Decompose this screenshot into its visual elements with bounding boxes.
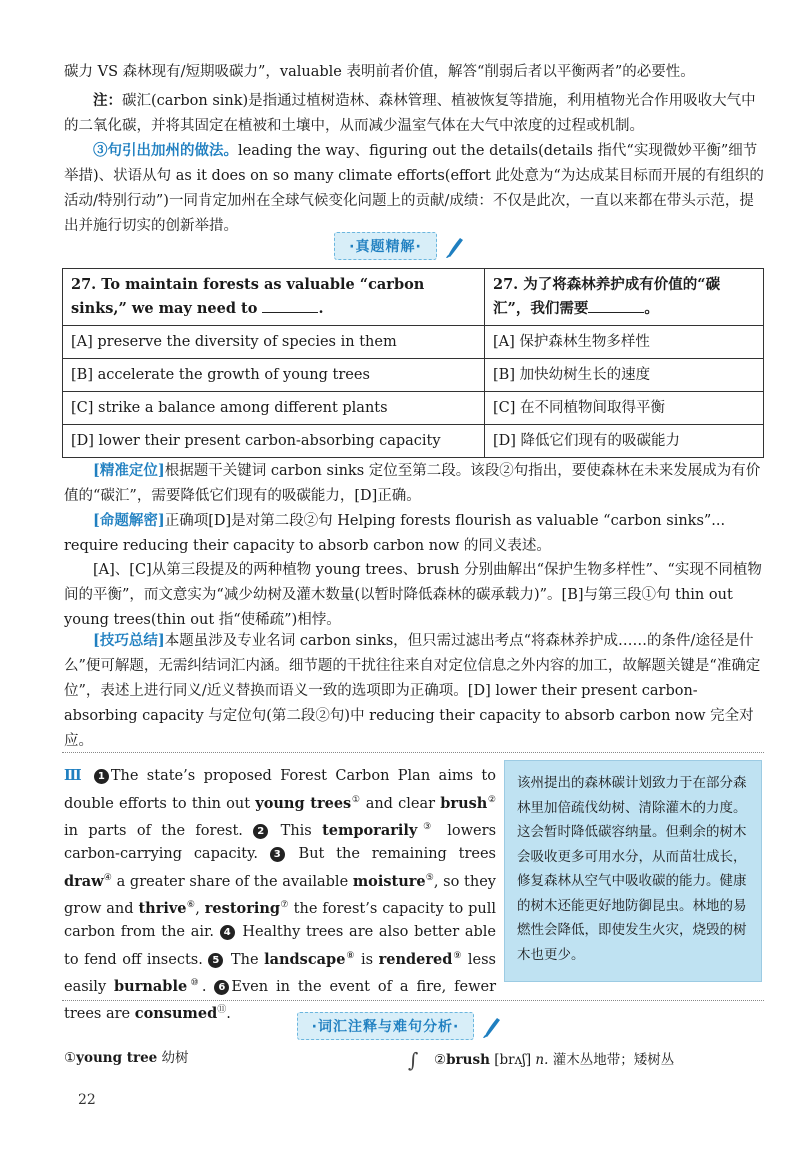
option-row [63, 425, 764, 458]
tips-paragraph [64, 628, 764, 754]
fold-mark-icon: ∫ [408, 1048, 419, 1072]
sentence-number: 5 [208, 953, 223, 968]
page-number: 22 [78, 1092, 96, 1108]
vocab-word: rendered [378, 950, 453, 968]
question-table [62, 268, 764, 458]
vocab-word: restoring [204, 899, 281, 917]
section-roman: Ⅲ [64, 767, 86, 784]
banner-vocab-analysis-box [297, 1012, 475, 1040]
note-paragraph [64, 88, 764, 139]
option-row [63, 392, 764, 425]
banner-exam-explanation-box [334, 232, 437, 260]
banner-exam-explanation [0, 232, 800, 260]
vocab-word: moisture [352, 872, 426, 890]
option-b-en: [B] accelerate the growth of young trees [63, 359, 485, 392]
option-row [63, 326, 764, 359]
brush-icon [481, 1015, 503, 1039]
note-text: 碳汇(carbon sink)是指通过植树造林、森林管理、植被恢复等措施，利用植物光合作用吸收大气中的二氧化碳，并将其固定在植被和土壤中，从而减少温室气体在大气中浓度的过程或机制。 [64, 93, 756, 134]
question-stem-zh: 27. 为了将森林养护成有价值的“碳汇”，我们需要 。 [485, 269, 764, 326]
wrong-options-paragraph: [A]、[C]从第三段提及的两种植物 young trees、brush 分别曲解出“保护生物多样性”、“实现不同植物间的平衡”，而文意实为“减少幼树及灌木数量(以暂时降低森林的碳承载力)”。[B]与第三段①句 thin out young trees(thin out 指“使稀疏”)相悖。 [64, 562, 762, 628]
note-label: 注： [93, 92, 122, 109]
vocab-word: brush [440, 794, 488, 812]
secret-paragraph [64, 508, 764, 559]
brush-icon [444, 235, 466, 259]
divider [62, 752, 764, 753]
banner-exam-explanation-text: ·真题精解· [349, 239, 422, 255]
option-a-en: [A] preserve the diversity of species in them [63, 326, 485, 359]
secret-text: 正确项[D]是对第二段②句 Helping forests flourish as valuable “carbon sinks”... require reducing their capacity to absorb carbon now 的同义表述。 [64, 513, 726, 554]
answer-blank-en [262, 298, 318, 313]
option-a-zh: [A] 保护森林生物多样性 [485, 326, 764, 359]
tips-text: 本题虽涉及专业名词 carbon sinks，但只需过滤出考点“将森林养护成……的条件/途径是什么”便可解题，无需纠结词汇内涵。细节题的干扰往往来自对定位信息之外内容的加工，故解题关键是“准确定位”，表述上进行同义/近义替换而语义一致的选项即为正确项。[D] lower their present carbon-absorbing capacity 与定位句(第二段②句)中 reducing their capacity to absorb carbon now 完全对应。 [64, 633, 761, 749]
sentence-number: 2 [253, 824, 268, 839]
vocab-word: temporarily [322, 821, 418, 839]
locate-paragraph [64, 458, 764, 509]
banner-vocab-analysis [0, 1012, 800, 1040]
vocab-word: young trees [255, 794, 352, 812]
banner-vocab-analysis-text: ·词汇注释与难句分析· [311, 1019, 460, 1035]
option-b-zh: [B] 加快幼树生长的速度 [485, 359, 764, 392]
vocab-word: draw [64, 872, 104, 890]
vocab-entry-1: ①young tree 幼树 [64, 1050, 189, 1066]
translation-box: 该州提出的森林碳计划致力于在部分森林里加倍疏伐幼树、清除灌木的力度。这会暂时降低碳容纳量。但剩余的树木会吸收更多可用水分，从而苗壮成长，修复森林从空气中吸收碳的能力。健康的树木还能更好地防御昆虫。林地的易燃性会降低，即使发生火灾，烧毁的树木也更少。 [504, 760, 762, 982]
question-stem-row [63, 269, 764, 326]
para-intro-end: 碳力 VS 森林现有/短期吸碳力”，valuable 表明前者价值，解答“削弱后者以平衡两者”的必要性。 [64, 64, 695, 80]
vocab-word: landscape [264, 950, 346, 968]
option-c-en: [C] strike a balance among different plants [63, 392, 485, 425]
question-stem-en: 27. To maintain forests as valuable “carbon sinks,” we may need to . [63, 269, 485, 326]
secret-label: [命题解密] [93, 512, 165, 529]
locate-label: [精准定位] [93, 462, 165, 479]
sentence-number: 1 [94, 769, 109, 784]
sentence3-text: leading the way、figuring out the details(details 指代“实现微妙平衡”细节举措)、状语从句 as it does on so many climate efforts(effort 此处意为“为达成某目标而开展的有组织的活动/特别行动”)一同肯定加州在全球气候变化问题上的贡献/成绩：不仅是此次，一直以来都在带头示范，提出并施行切实的创新举措。 [64, 143, 764, 234]
option-d-en: [D] lower their present carbon-absorbing capacity [63, 425, 485, 458]
vocab-word: burnable [114, 977, 188, 995]
sentence-number: 4 [220, 925, 235, 940]
answer-blank-zh [588, 298, 644, 313]
sentence-number: 6 [214, 980, 229, 995]
tips-label: [技巧总结] [93, 632, 165, 649]
option-c-zh: [C] 在不同植物间取得平衡 [485, 392, 764, 425]
locate-text: 根据题干关键词 carbon sinks 定位至第二段。该段②句指出，要使森林在未来发展成为有价值的“碳汇”，需要降低它们现有的吸碳能力，[D]正确。 [64, 463, 761, 504]
sentence-number: 3 [270, 847, 285, 862]
option-d-zh: [D] 降低它们现有的吸碳能力 [485, 425, 764, 458]
sentence3-paragraph [64, 138, 764, 239]
option-row [63, 359, 764, 392]
vocab-word: consumed [134, 1005, 218, 1023]
sentence3-label: ③句引出加州的做法。 [93, 142, 238, 159]
passage-section-3: Ⅲ 1 The state’s proposed Forest Carbon Plan aims to double efforts to thin out young trees① and clear brush② in parts of the forest. 2 This temporarily③ lowers carbon-carrying capacity. 3 But the remaining trees draw④ a greater share of the available moisture⑤, so they grow and thrive⑥, restoring⑦ the forest’s capacity to pull carbon from the air. 4 Healthy trees are also better able to fend off insects. 5 The landscape⑧ is rendered⑨ less easily burnable⑩. 6 Even in the event of a fire, fewer trees are consumed⑪. [64, 767, 497, 1023]
vocab-entry-2: ②brush [brʌʃ] n. 灌木丛地带；矮树丛 [434, 1052, 675, 1068]
divider [62, 1000, 764, 1001]
vocab-word: thrive [138, 899, 187, 917]
